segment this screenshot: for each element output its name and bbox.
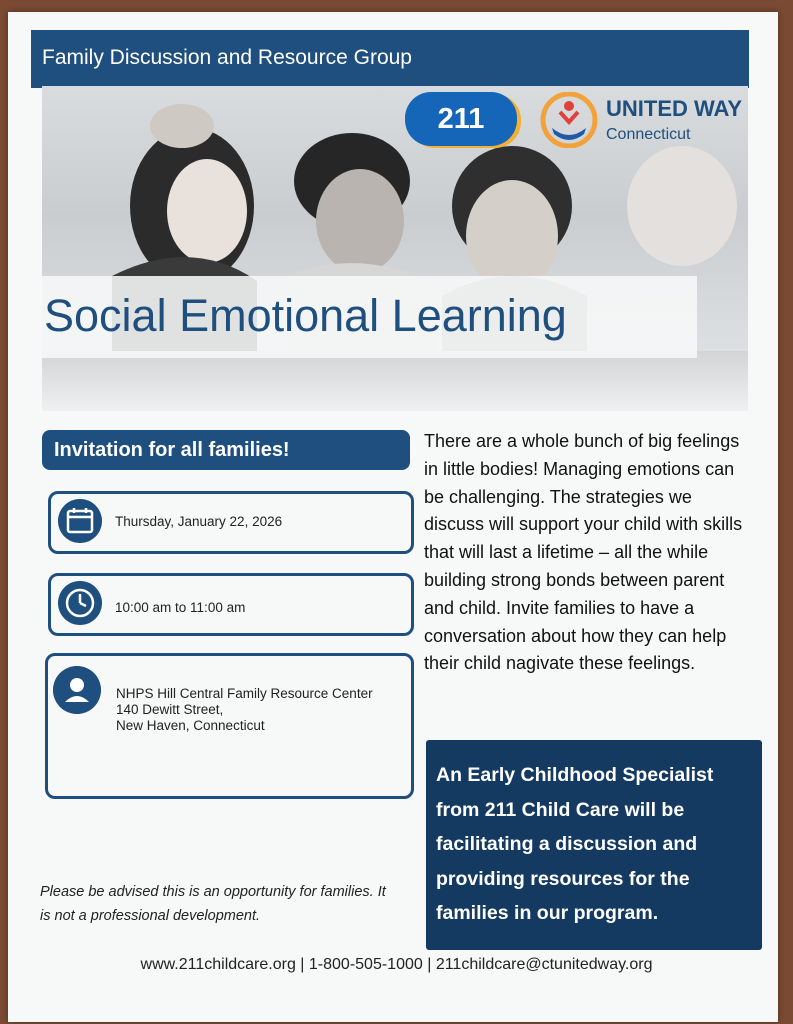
location-line-2: 140 Dewitt Street, (116, 702, 224, 717)
united-way-title: UNITED WAY (606, 96, 743, 121)
title-band (42, 276, 697, 358)
person-icon (53, 666, 101, 714)
location-line-1: NHPS Hill Central Family Resource Center (116, 686, 373, 701)
footer-contact: www.211childcare.org | 1-800-505-1000 | 211childcare@ctunitedway.org (140, 956, 653, 973)
clock-icon (58, 581, 102, 625)
group-name: Family Discussion and Resource Group (42, 46, 412, 69)
united-way-hand-icon (538, 92, 600, 148)
location-line-3: New Haven, Connecticut (116, 718, 265, 733)
logo-211: 211 (405, 92, 517, 146)
specialist-panel (426, 740, 762, 950)
date-box (48, 491, 414, 554)
event-date: Thursday, January 22, 2026 (115, 514, 283, 529)
location-box (45, 653, 414, 799)
description: There are a whole bunch of big feelings in little bodies! Managing emotions can be challenging. The strategies we discuss will support your child with skills that will last a lifetime – all the while building strong bonds between parent and child. Invite families to have a conversation about how they can help their child nagivate these feelings. (424, 431, 743, 674)
disclaimer: Please be advised this is an opportunity for families. It is not a professional development. (40, 884, 386, 924)
header-banner (31, 30, 749, 88)
united-way-subtitle: Connecticut (606, 126, 691, 143)
calendar-icon (58, 499, 102, 543)
specialist-note: An Early Childhood Specialist from 211 Child Care will be facilitating a discussion and providing resources for the families in our program. (436, 764, 714, 924)
page-title: Social Emotional Learning (44, 290, 567, 341)
invitation-banner (42, 430, 410, 470)
invitation-label: Invitation for all families! (54, 439, 290, 461)
table-surface (42, 351, 748, 411)
time-box (48, 573, 414, 636)
event-time: 10:00 am to 11:00 am (115, 600, 246, 615)
